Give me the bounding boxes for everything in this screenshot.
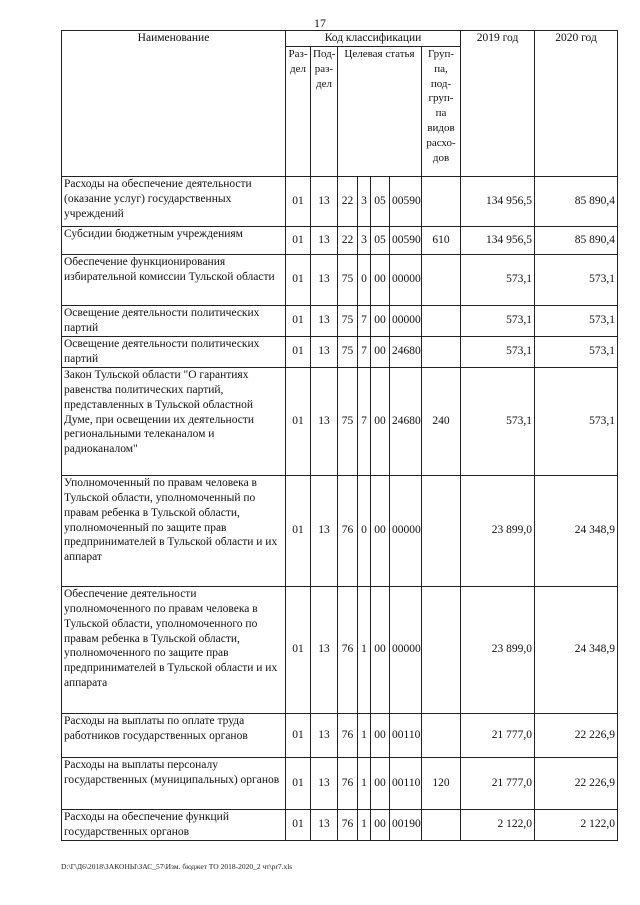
row-name: Обеспечение функционирования избирательной комиссии Тульской области: [62, 254, 286, 305]
table-row: [62, 176, 618, 226]
cell-subsection: 13: [311, 305, 338, 336]
budget-table: [61, 30, 618, 841]
cell-direction: 00190: [390, 809, 422, 840]
cell-direction: 00000: [390, 254, 422, 305]
cell-direction: 00000: [390, 586, 422, 713]
header-subsection: Под- раз- дел: [311, 46, 338, 176]
cell-section: 01: [286, 367, 311, 475]
file-path-footer: D:\Г\Д6\2018\ЗАКОНЫ\ЗАС_57\Изм. бюджет ТО 2018-2020_2 чт\pr7.xls: [61, 862, 293, 871]
cell-expense-type: [422, 336, 461, 367]
cell-subprogram: 1: [358, 809, 371, 840]
cell-subsection: 13: [311, 809, 338, 840]
cell-direction: 24680: [390, 336, 422, 367]
table-row: [62, 713, 618, 757]
cell-amount-2020: 85 890,4: [535, 176, 618, 226]
cell-main-event: 00: [371, 586, 390, 713]
cell-section: 01: [286, 226, 311, 254]
table-row: [62, 367, 618, 475]
cell-program: 22: [338, 176, 358, 226]
table-row: [62, 757, 618, 809]
cell-amount-2019: 134 956,5: [461, 176, 535, 226]
cell-expense-type: [422, 475, 461, 586]
header-2020: 2020 год: [535, 31, 618, 177]
cell-subprogram: 3: [358, 176, 371, 226]
cell-main-event: 00: [371, 367, 390, 475]
cell-expense-type: [422, 809, 461, 840]
cell-amount-2019: 573,1: [461, 367, 535, 475]
row-name: Субсидии бюджетным учреждениям: [62, 226, 286, 254]
row-name: Расходы на обеспечение функций государственных органов: [62, 809, 286, 840]
cell-amount-2020: 22 226,9: [535, 713, 618, 757]
cell-amount-2020: 85 890,4: [535, 226, 618, 254]
row-name: Расходы на выплаты по оплате труда работников государственных органов: [62, 713, 286, 757]
cell-section: 01: [286, 475, 311, 586]
cell-subprogram: 1: [358, 713, 371, 757]
cell-program: 75: [338, 336, 358, 367]
table-row: [62, 586, 618, 713]
cell-subprogram: 1: [358, 586, 371, 713]
cell-subsection: 13: [311, 586, 338, 713]
cell-subsection: 13: [311, 226, 338, 254]
cell-main-event: 00: [371, 713, 390, 757]
header-section: Раз- дел: [286, 46, 311, 176]
cell-direction: 00110: [390, 713, 422, 757]
table-row: [62, 809, 618, 840]
cell-program: 76: [338, 475, 358, 586]
cell-subprogram: 0: [358, 475, 371, 586]
cell-main-event: 00: [371, 809, 390, 840]
cell-subprogram: 7: [358, 336, 371, 367]
cell-main-event: 00: [371, 757, 390, 809]
cell-subsection: 13: [311, 336, 338, 367]
cell-main-event: 05: [371, 176, 390, 226]
row-name: Освещение деятельности политических партий: [62, 305, 286, 336]
cell-program: 22: [338, 226, 358, 254]
cell-subsection: 13: [311, 713, 338, 757]
cell-expense-type: [422, 586, 461, 713]
cell-main-event: 00: [371, 305, 390, 336]
cell-expense-type: 240: [422, 367, 461, 475]
cell-amount-2020: 2 122,0: [535, 809, 618, 840]
cell-direction: 00000: [390, 475, 422, 586]
cell-amount-2019: 573,1: [461, 305, 535, 336]
row-name: Расходы на выплаты персоналу государственных (муниципальных) органов: [62, 757, 286, 809]
cell-subsection: 13: [311, 757, 338, 809]
cell-section: 01: [286, 757, 311, 809]
cell-amount-2020: 573,1: [535, 305, 618, 336]
row-name: Освещение деятельности политических партий: [62, 336, 286, 367]
cell-amount-2020: 24 348,9: [535, 475, 618, 586]
cell-subprogram: 7: [358, 367, 371, 475]
cell-program: 76: [338, 809, 358, 840]
cell-direction: 00590: [390, 176, 422, 226]
row-name: Закон Тульской области "О гарантиях равенства политических партий, представленных в Тульской областной Думе, при освещении их деятельности региональными телеканалом и радиоканалом": [62, 367, 286, 475]
cell-subsection: 13: [311, 254, 338, 305]
cell-program: 76: [338, 713, 358, 757]
cell-main-event: 00: [371, 475, 390, 586]
cell-section: 01: [286, 586, 311, 713]
cell-direction: 00590: [390, 226, 422, 254]
cell-amount-2019: 573,1: [461, 336, 535, 367]
table-row: [62, 305, 618, 336]
cell-subsection: 13: [311, 475, 338, 586]
cell-subprogram: 0: [358, 254, 371, 305]
cell-expense-type: [422, 254, 461, 305]
cell-section: 01: [286, 254, 311, 305]
cell-section: 01: [286, 336, 311, 367]
cell-amount-2020: 24 348,9: [535, 586, 618, 713]
cell-program: 75: [338, 254, 358, 305]
header-2019: 2019 год: [461, 31, 535, 177]
row-name: Обеспечение деятельности уполномоченного по правам человека в Тульской области, уполномоченного по правам ребенка в Тульской области, уполномоченного по защите прав предпринимателей в Тульской области и их аппарата: [62, 586, 286, 713]
cell-program: 75: [338, 305, 358, 336]
cell-subprogram: 3: [358, 226, 371, 254]
table-row: [62, 475, 618, 586]
cell-amount-2019: 23 899,0: [461, 586, 535, 713]
cell-amount-2020: 22 226,9: [535, 757, 618, 809]
cell-expense-type: [422, 176, 461, 226]
cell-direction: 24680: [390, 367, 422, 475]
cell-subsection: 13: [311, 176, 338, 226]
cell-direction: 00110: [390, 757, 422, 809]
table-row: [62, 336, 618, 367]
cell-amount-2020: 573,1: [535, 336, 618, 367]
cell-section: 01: [286, 176, 311, 226]
cell-expense-type: 120: [422, 757, 461, 809]
cell-amount-2019: 134 956,5: [461, 226, 535, 254]
cell-section: 01: [286, 305, 311, 336]
cell-subprogram: 7: [358, 305, 371, 336]
table-row: [62, 254, 618, 305]
header-expense-group: Груп- па, под- груп- па видов расхо- дов: [422, 46, 461, 176]
row-name: Уполномоченный по правам человека в Тульской области, уполномоченный по правам ребенка в Тульской области, уполномоченный по защите прав предпринимателей в Тульской области и их аппарат: [62, 475, 286, 586]
cell-subsection: 13: [311, 367, 338, 475]
cell-amount-2020: 573,1: [535, 254, 618, 305]
page-number: 17: [314, 16, 326, 30]
cell-program: 76: [338, 586, 358, 713]
cell-amount-2019: 21 777,0: [461, 713, 535, 757]
header-name: Наименование: [62, 31, 286, 177]
cell-main-event: 00: [371, 254, 390, 305]
row-name: Расходы на обеспечение деятельности (оказание услуг) государственных учреждений: [62, 176, 286, 226]
cell-amount-2019: 21 777,0: [461, 757, 535, 809]
cell-expense-type: [422, 713, 461, 757]
cell-expense-type: [422, 305, 461, 336]
cell-amount-2019: 23 899,0: [461, 475, 535, 586]
cell-section: 01: [286, 713, 311, 757]
cell-amount-2020: 573,1: [535, 367, 618, 475]
header-target-item: Целевая статья: [338, 46, 422, 176]
cell-direction: 00000: [390, 305, 422, 336]
header-classification: Код классификации: [286, 31, 461, 47]
cell-program: 76: [338, 757, 358, 809]
cell-program: 75: [338, 367, 358, 475]
cell-expense-type: 610: [422, 226, 461, 254]
cell-subprogram: 1: [358, 757, 371, 809]
cell-main-event: 00: [371, 336, 390, 367]
cell-main-event: 05: [371, 226, 390, 254]
table-row: [62, 226, 618, 254]
cell-amount-2019: 2 122,0: [461, 809, 535, 840]
cell-amount-2019: 573,1: [461, 254, 535, 305]
cell-section: 01: [286, 809, 311, 840]
